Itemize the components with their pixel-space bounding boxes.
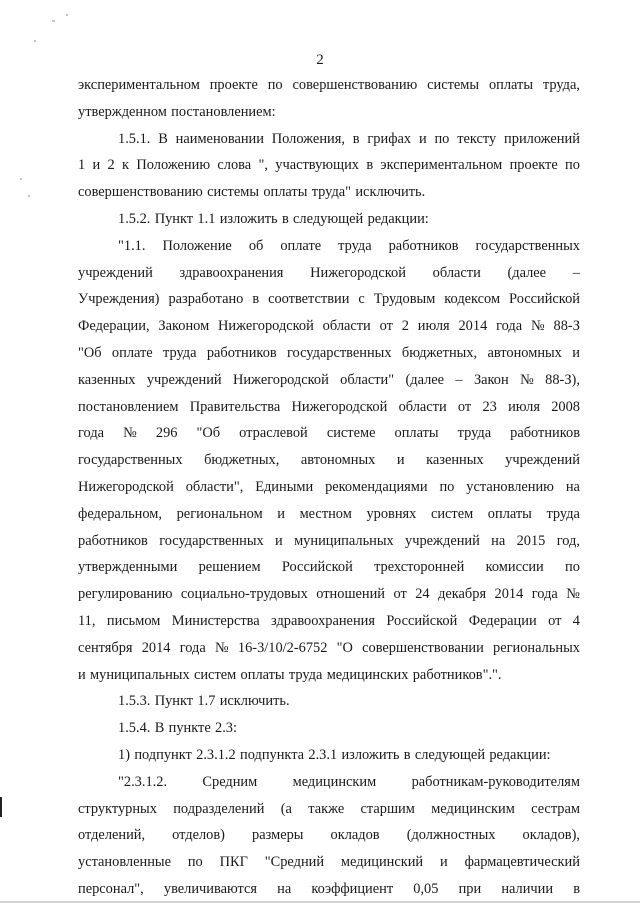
word: и: [396, 452, 405, 469]
text-line: [78, 554, 580, 581]
word: увеличиваются: [163, 880, 258, 897]
text-line: [78, 394, 580, 421]
word: персонал",: [78, 880, 144, 897]
word: окладов),: [522, 827, 580, 844]
word: 1.7: [197, 693, 216, 710]
word: (далее: [507, 264, 547, 281]
word: июля: [417, 318, 450, 335]
word: 1): [118, 746, 130, 763]
word: совершенствованию: [292, 77, 418, 93]
text-line: [78, 179, 580, 206]
word: оплаты: [240, 666, 285, 683]
word: 16-3/10/2-6752: [237, 639, 328, 656]
word: 11,: [78, 612, 96, 629]
word: местном: [299, 505, 352, 522]
word: государственных: [287, 344, 392, 361]
word: отраслевой: [239, 425, 308, 442]
word: труда,: [542, 77, 580, 93]
word: медицинских: [326, 666, 409, 683]
word: пункте: [168, 720, 211, 737]
word: 4: [572, 612, 580, 629]
word: и: [440, 854, 448, 871]
word: труда: [338, 237, 372, 254]
word: №: [530, 318, 545, 335]
word: бюджетных,: [401, 344, 478, 361]
text-line: [78, 769, 580, 796]
word: В: [158, 130, 168, 147]
word: отношений: [316, 586, 386, 603]
word: и: [418, 130, 427, 147]
text-line: [78, 260, 580, 287]
scan-artifact: [20, 178, 22, 180]
word: сестрам: [531, 800, 580, 817]
word: медицинским: [292, 773, 377, 790]
word: в: [366, 157, 374, 174]
word: совершенствованию: [78, 184, 203, 201]
text-line: [78, 206, 580, 233]
word: №: [214, 639, 229, 656]
word: тексту: [457, 130, 497, 147]
word: автономных: [487, 344, 562, 361]
word: Нижегородской: [310, 264, 406, 281]
word: 1: [78, 157, 86, 174]
word: работников: [388, 237, 459, 254]
word: 1.5.2.: [118, 210, 151, 227]
word: утвержденными: [78, 559, 178, 576]
text-line: [78, 126, 580, 153]
word: работников".".: [412, 666, 502, 683]
word: уровнях: [366, 505, 417, 522]
word: №: [566, 586, 580, 603]
document-body: [78, 72, 580, 903]
word: муниципальных: [90, 666, 190, 683]
word: медицинский: [340, 854, 424, 871]
text-line: [78, 608, 580, 635]
word: изложить: [219, 210, 278, 227]
word: 1.5.4.: [118, 720, 151, 737]
word: Учреждения): [78, 291, 160, 308]
scan-artifact: [52, 20, 55, 22]
word: 0,05: [413, 880, 439, 897]
scan-artifact: [28, 195, 30, 197]
word: Правительства: [189, 398, 281, 415]
word: 88-З),: [545, 371, 580, 388]
word: установлению: [466, 478, 554, 495]
scan-bottom-edge: [0, 901, 640, 903]
word: области: [432, 264, 481, 281]
word: подразделений: [173, 800, 265, 817]
word: государственных: [475, 237, 580, 254]
word: структурных: [78, 800, 157, 817]
text-line: [78, 152, 580, 179]
word: работников: [78, 532, 148, 549]
word: экспериментальном: [78, 77, 200, 93]
word: здравоохранения: [179, 264, 284, 281]
word: Нижегородской: [291, 398, 388, 415]
word: 1.1: [197, 210, 216, 227]
word: июля: [508, 398, 540, 415]
text-line: [78, 849, 580, 876]
word: соответствии: [268, 291, 350, 308]
text-line: [78, 635, 580, 662]
word: систем: [193, 666, 237, 683]
word: об: [248, 237, 264, 254]
word: –: [572, 264, 580, 281]
word: Положения,: [271, 130, 345, 147]
word: труда: [163, 344, 197, 361]
word: "О: [336, 639, 353, 656]
word: подпункта: [240, 746, 305, 763]
word: "Об: [196, 425, 221, 442]
word: оплаты: [394, 425, 439, 442]
text-line: [78, 420, 580, 447]
word: федеральном,: [78, 505, 163, 522]
word: систем: [430, 505, 474, 522]
word: кодексом: [444, 291, 501, 308]
word: 2014: [141, 639, 171, 656]
word: труда": [311, 184, 352, 201]
word: оплаты: [487, 505, 532, 522]
word: учреждений: [78, 264, 153, 281]
word: следующей: [293, 210, 364, 227]
word: трехсторонней: [374, 559, 465, 576]
word: окладов: [330, 827, 380, 844]
word: отделов): [172, 827, 225, 844]
word: по: [434, 130, 450, 147]
word: муниципальных: [294, 532, 394, 549]
word: №: [520, 371, 534, 388]
word: "Об: [78, 344, 102, 361]
word: 2.3.1.2: [196, 746, 236, 763]
word: Пункт: [154, 210, 194, 227]
word: письмом: [106, 612, 161, 629]
word: Федерации: [468, 612, 537, 629]
word: исключить.: [355, 184, 426, 201]
word: ",: [258, 157, 268, 174]
word: (должностных: [406, 827, 496, 844]
word: проекте: [509, 157, 558, 174]
text-line: [78, 99, 580, 126]
text-line: [78, 742, 580, 769]
word: года: [179, 639, 206, 656]
word: 1.5.1.: [118, 130, 151, 147]
word: на: [491, 532, 506, 549]
word: региональных: [493, 639, 580, 656]
word: в: [252, 291, 260, 308]
text-line: [78, 233, 580, 260]
word: 24: [415, 586, 430, 603]
word: оплаты: [263, 184, 308, 201]
text-line: [78, 313, 580, 340]
word: системе: [326, 425, 376, 442]
word: "2.3.1.2.: [118, 773, 168, 790]
word: исключить.: [219, 693, 290, 710]
word: постановлением: [78, 398, 179, 415]
word: от: [548, 612, 562, 629]
word: фармацевтический: [464, 854, 580, 871]
word: редакции:: [489, 746, 551, 763]
text-line: [78, 474, 580, 501]
text-line: [78, 822, 580, 849]
word: работников: [510, 425, 580, 442]
word: установленные: [78, 854, 171, 871]
text-line: [78, 715, 580, 742]
word: учреждений: [405, 532, 480, 549]
word: государственных: [78, 452, 183, 469]
word: (далее: [405, 371, 445, 388]
word: также: [308, 800, 345, 817]
word: области: [322, 318, 371, 335]
word: по: [565, 559, 580, 576]
word: бюджетных,: [204, 452, 280, 469]
word: 296: [155, 425, 178, 442]
word: 2014: [458, 318, 488, 335]
word: ПКГ: [219, 854, 248, 871]
word: системы: [207, 184, 260, 201]
text-line: [78, 581, 580, 608]
word: декабря: [438, 586, 487, 603]
word: сентября: [78, 639, 133, 656]
word: здравоохранения: [271, 612, 375, 629]
text-line: [78, 688, 580, 715]
word: и: [78, 666, 86, 683]
word: и: [572, 344, 580, 361]
word: (а: [280, 800, 292, 817]
word: Российской: [281, 559, 353, 576]
word: от: [393, 586, 407, 603]
word: участвующих: [275, 157, 359, 174]
word: 2.3:: [215, 720, 238, 737]
word: от: [379, 318, 393, 335]
word: 2015: [516, 532, 546, 549]
scan-artifact: [34, 40, 36, 42]
word: Нижегородской: [218, 318, 314, 335]
word: редакции:: [367, 210, 429, 227]
word: совершенствовании: [362, 639, 484, 656]
word: В: [154, 720, 165, 737]
word: Пункт: [154, 693, 194, 710]
word: регулированию: [78, 586, 173, 603]
word: Едиными: [255, 478, 314, 495]
word: Трудовым: [373, 291, 436, 308]
word: 2014: [494, 586, 524, 603]
word: Федерации,: [78, 318, 150, 335]
text-line: [78, 501, 580, 528]
word: Нижегородской: [232, 371, 329, 388]
word: системы: [427, 77, 480, 93]
word: оплате: [111, 344, 153, 361]
word: экспериментальном: [380, 157, 503, 174]
word: оплаты: [488, 77, 534, 93]
word: и: [275, 532, 283, 549]
word: учреждений: [146, 371, 222, 388]
word: в: [352, 130, 360, 147]
word: по: [267, 77, 283, 93]
word: на: [565, 478, 580, 495]
text-line: [78, 662, 580, 689]
text-line: [78, 367, 580, 394]
word: на: [277, 880, 292, 897]
word: Российской: [386, 612, 458, 629]
word: оплате: [280, 237, 322, 254]
word: по: [565, 157, 580, 174]
word: учреждений: [505, 452, 580, 469]
word: размеры: [252, 827, 304, 844]
word: Нижегородской: [78, 478, 174, 495]
word: изложить: [341, 746, 400, 763]
word: государственных: [159, 532, 264, 549]
word: Законом: [158, 318, 210, 335]
word: рекомендациями: [325, 478, 428, 495]
word: и: [277, 505, 285, 522]
word: по: [439, 478, 455, 495]
word: труда: [457, 425, 492, 442]
text-line: [78, 528, 580, 555]
word: грифах: [367, 130, 412, 147]
word: работников: [206, 344, 277, 361]
word: области": [340, 371, 395, 388]
word: коэффициент: [311, 880, 394, 897]
text-line: [78, 340, 580, 367]
word: подпункт: [134, 746, 192, 763]
word: от: [457, 398, 472, 415]
word: –: [455, 371, 463, 388]
word: комиссии: [485, 559, 544, 576]
word: 2008: [551, 398, 580, 415]
text-line: [78, 796, 580, 823]
word: Положению: [136, 157, 211, 174]
word: труда: [288, 666, 323, 683]
word: к: [122, 157, 130, 174]
word: казенных: [78, 371, 136, 388]
word: области: [398, 398, 447, 415]
word: 1.5.3.: [118, 693, 151, 710]
word: решением: [198, 559, 261, 576]
word: 2: [401, 318, 409, 335]
text-line: [78, 72, 580, 99]
word: 23: [482, 398, 497, 415]
word: следующей: [414, 746, 486, 763]
word: проекте: [209, 77, 258, 93]
word: в: [281, 210, 289, 227]
word: наименовании: [175, 130, 264, 147]
word: 88-З: [553, 318, 580, 335]
word: по: [187, 854, 203, 871]
word: разработано: [168, 291, 244, 308]
word: региональном: [176, 505, 263, 522]
word: Средним: [202, 773, 258, 790]
word: года: [78, 425, 105, 442]
word: работникам-руководителям: [411, 773, 580, 790]
page-number: 2: [316, 52, 324, 68]
word: при: [458, 880, 482, 897]
word: труда: [546, 505, 580, 522]
word: и: [92, 157, 101, 174]
word: Закон: [473, 371, 509, 388]
word: автономных: [300, 452, 376, 469]
word: утвержденном: [78, 103, 167, 120]
word: постановлением:: [171, 103, 276, 120]
word: "1.1.: [118, 237, 146, 254]
word: медицинским: [431, 800, 515, 817]
word: 2.3.1: [308, 746, 338, 763]
word: социально-трудовых: [180, 586, 308, 603]
scan-artifact: [66, 14, 68, 16]
word: в: [403, 746, 411, 763]
text-line: [78, 876, 580, 903]
word: Министерства: [171, 612, 260, 629]
word: года: [496, 318, 523, 335]
word: области",: [185, 478, 244, 495]
word: Положение: [162, 237, 232, 254]
word: приложений: [504, 130, 580, 147]
word: №: [123, 425, 137, 442]
word: в: [573, 880, 580, 897]
word: Российской: [509, 291, 580, 308]
text-line: [78, 447, 580, 474]
word: наличии: [501, 880, 554, 897]
word: год,: [556, 532, 580, 549]
word: старшим: [360, 800, 415, 817]
word: "Средний: [264, 854, 325, 871]
scan-edge-mark: [0, 797, 2, 817]
word: отделений,: [78, 827, 146, 844]
word: с: [358, 291, 365, 308]
word: слова: [217, 157, 252, 174]
word: 2: [107, 157, 115, 174]
word: года: [531, 586, 558, 603]
word: казенных: [426, 452, 484, 469]
text-line: [78, 286, 580, 313]
